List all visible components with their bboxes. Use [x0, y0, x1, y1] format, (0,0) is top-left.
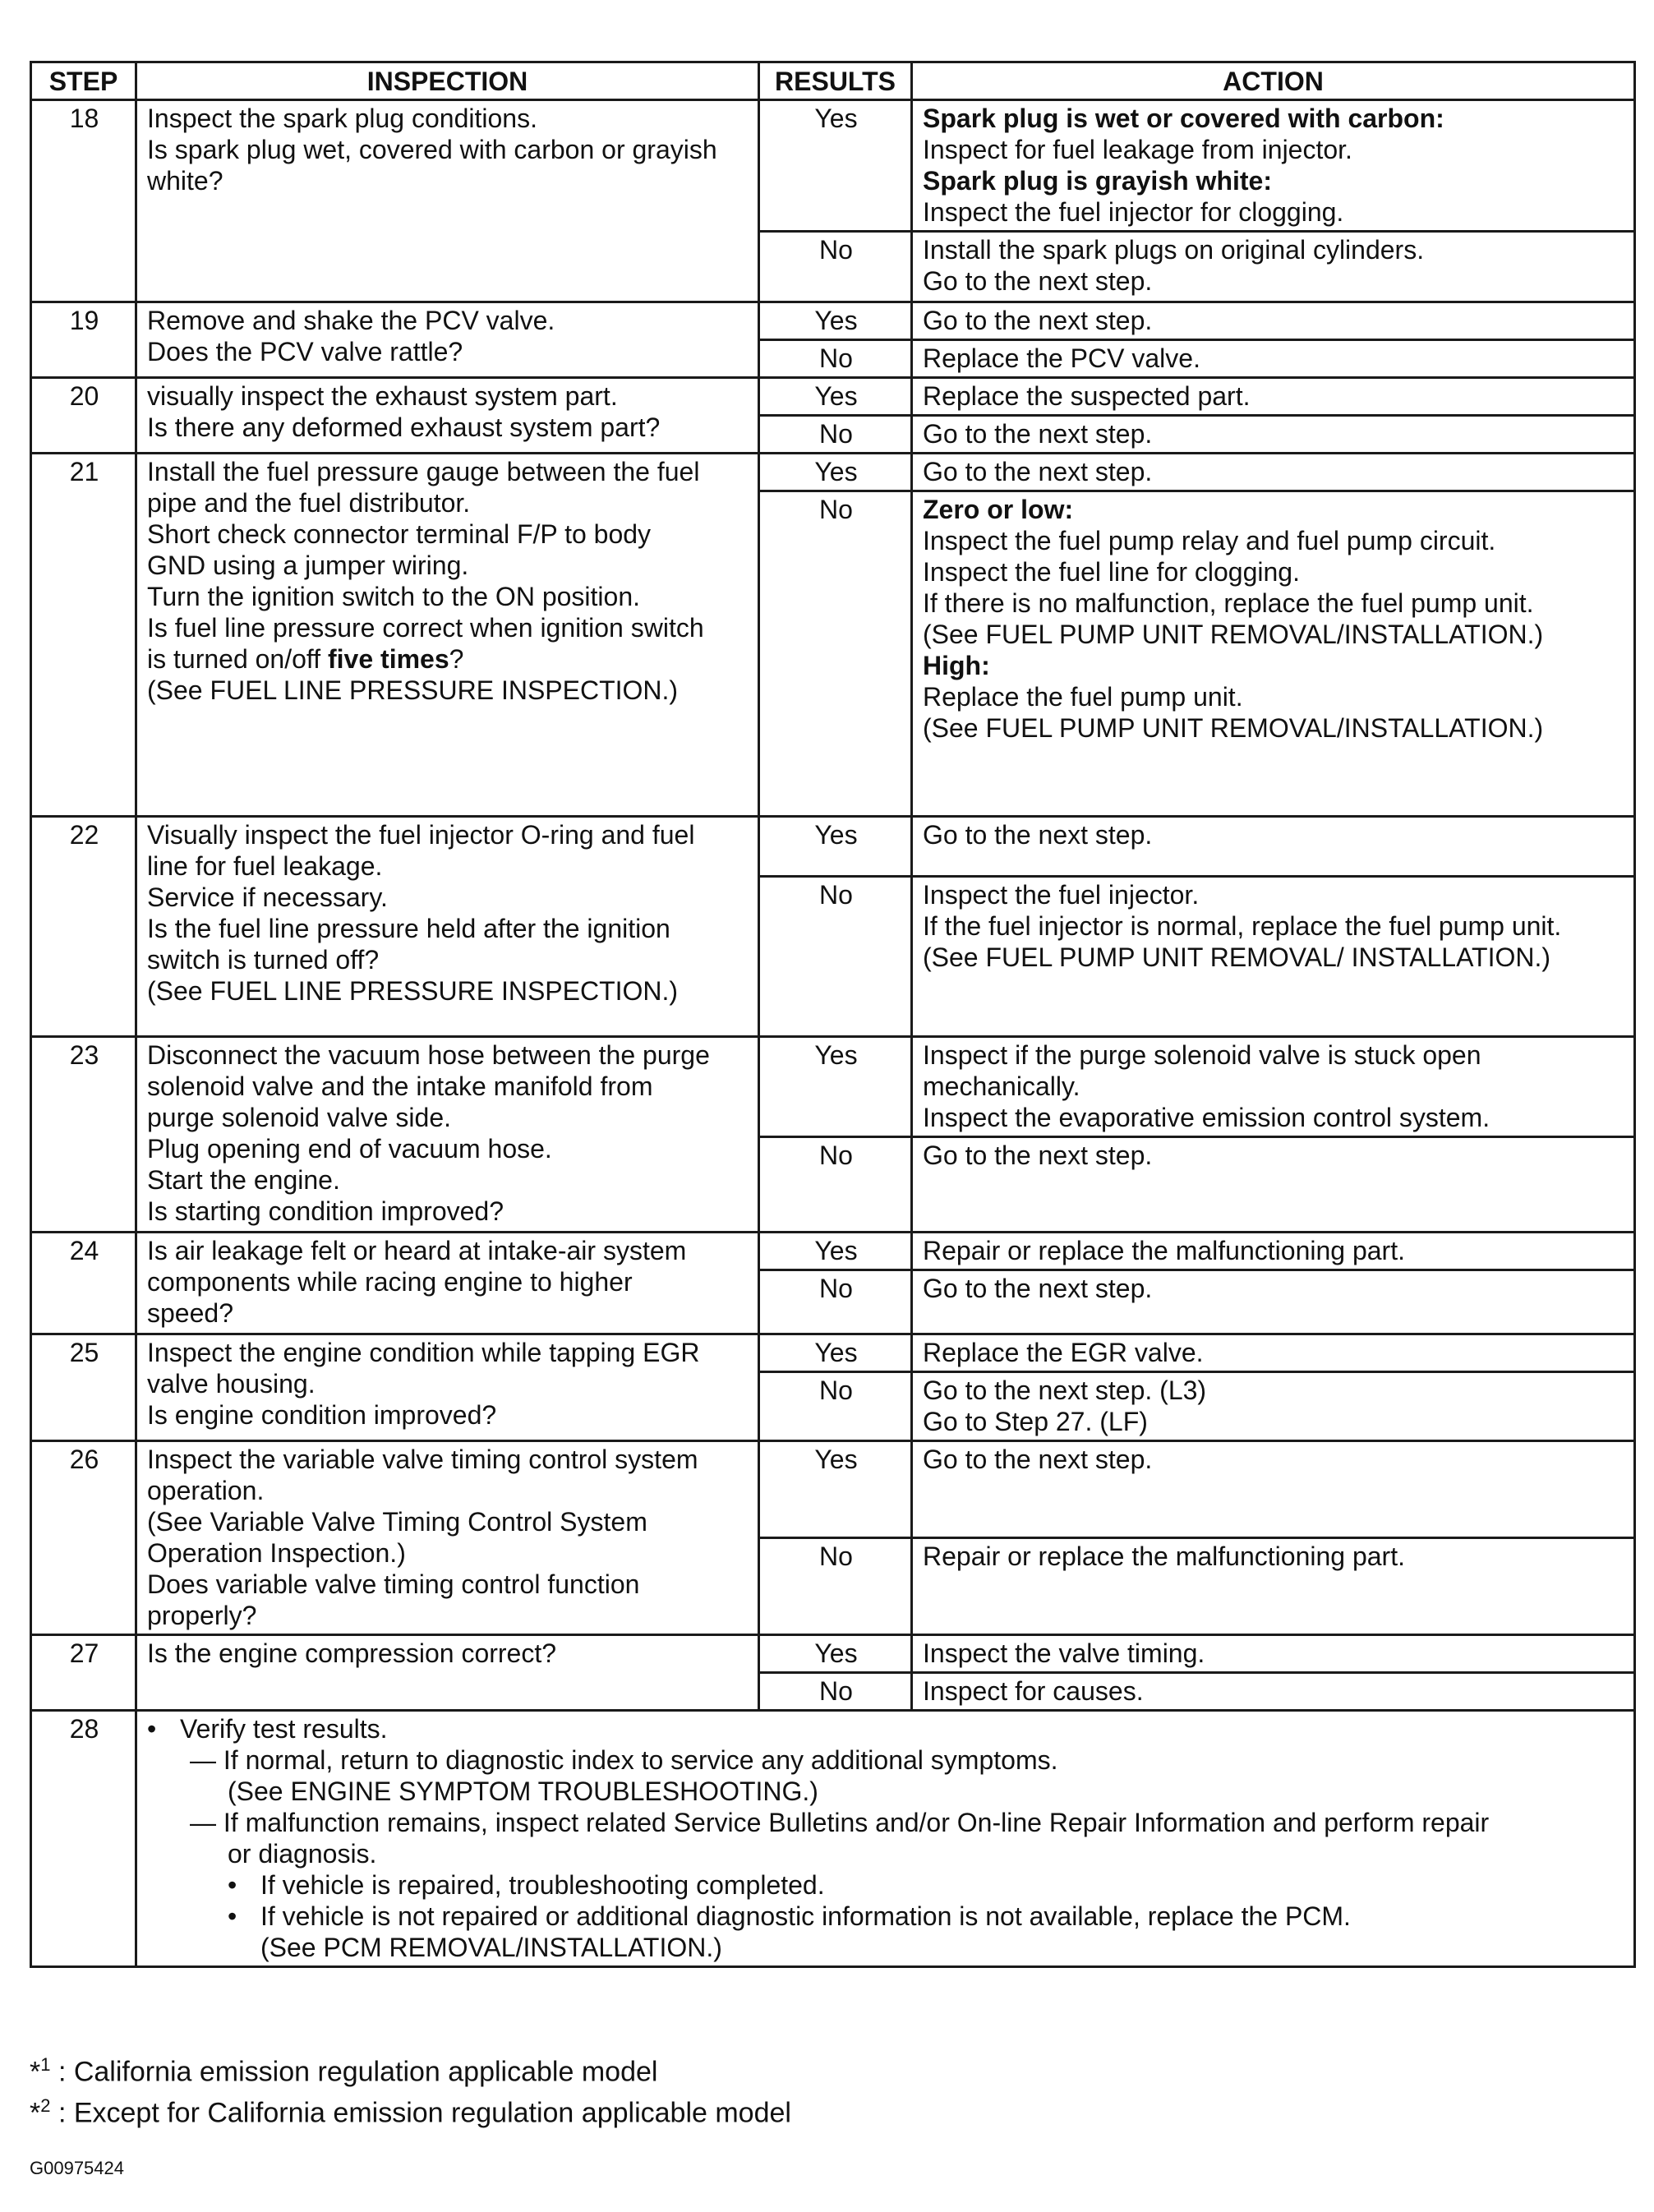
header-action: ACTION: [912, 62, 1635, 100]
step-number: 22: [31, 817, 136, 1037]
condition-heading: High:: [923, 651, 990, 680]
table-row: [31, 1037, 1635, 1137]
result-yes: Yes: [759, 817, 912, 877]
step-number: 23: [31, 1037, 136, 1233]
result-no: No: [759, 1270, 912, 1334]
step-number: 26: [31, 1441, 136, 1635]
action-text: Go to the next step. (L3): [923, 1376, 1207, 1405]
inspection-text-part: is turned on/off: [147, 644, 328, 674]
bullet-item: [147, 1713, 1625, 1744]
result-no: No: [759, 340, 912, 378]
action-cell: [912, 877, 1635, 1037]
result-no: No: [759, 1673, 912, 1711]
inspection-reference: (See FUEL LINE PRESSURE INSPECTION.): [147, 675, 679, 705]
table-row: [31, 1711, 1635, 1967]
bullet-dot-icon: •: [228, 1870, 237, 1900]
inspection-text: Disconnect the vacuum hose between the purge: [147, 1040, 710, 1070]
sub-bullet-item: [147, 1869, 1625, 1901]
result-yes: Yes: [759, 1233, 912, 1270]
table-row: [31, 378, 1635, 416]
inspection-text: solenoid valve and the intake manifold from: [147, 1071, 653, 1101]
inspection-text: pipe and the fuel distributor.: [147, 488, 471, 518]
action-text: Inspect for causes.: [912, 1673, 1635, 1711]
action-cell: [912, 232, 1635, 302]
result-no: No: [759, 416, 912, 454]
inspection-text: speed?: [147, 1298, 233, 1328]
action-text: Inspect the fuel pump relay and fuel pump circuit.: [923, 526, 1496, 555]
result-yes: Yes: [759, 1334, 912, 1372]
result-yes: Yes: [759, 1037, 912, 1137]
inspection-cell: [136, 378, 759, 454]
inspection-text: properly?: [147, 1601, 257, 1630]
action-text: Inspect the fuel injector.: [923, 880, 1200, 910]
action-text: (See FUEL PUMP UNIT REMOVAL/INSTALLATION.): [923, 713, 1544, 743]
table-row: [31, 454, 1635, 491]
action-cell: [912, 1037, 1635, 1137]
dash-item: — If malfunction remains, inspect related Service Bulletins and/or On-line Repair Information and perform repair: [190, 1808, 1490, 1837]
inspection-text: Inspect the engine condition while tapping EGR: [147, 1338, 700, 1367]
action-text: Go to Step 27. (LF): [923, 1407, 1148, 1436]
step-number: 19: [31, 302, 136, 378]
table-row: [31, 100, 1635, 232]
result-yes: Yes: [759, 302, 912, 340]
bullet-text: Verify test results.: [180, 1714, 388, 1744]
inspection-text: [147, 643, 749, 675]
inspection-text: Does the PCV valve rattle?: [147, 337, 463, 366]
step-number: 28: [31, 1711, 136, 1967]
footnote-text: : Except for California emission regulation applicable model: [58, 2097, 791, 2129]
step-number: 24: [31, 1233, 136, 1334]
action-text: Go to the next step.: [912, 817, 1635, 877]
inspection-text: Turn the ignition switch to the ON position.: [147, 582, 640, 611]
reference-text: (See PCM REMOVAL/INSTALLATION.): [260, 1933, 722, 1962]
result-no: No: [759, 877, 912, 1037]
action-text: (See FUEL PUMP UNIT REMOVAL/INSTALLATION.): [923, 620, 1544, 649]
inspection-text: Start the engine.: [147, 1165, 340, 1195]
result-no: No: [759, 1137, 912, 1233]
inspection-cell: [136, 1441, 759, 1635]
action-text: Inspect the fuel injector for clogging.: [923, 197, 1344, 227]
action-text: (See FUEL PUMP UNIT REMOVAL/ INSTALLATION.): [923, 942, 1551, 973]
sub-bullet-text: If vehicle is repaired, troubleshooting completed.: [260, 1870, 825, 1900]
action-text: Replace the fuel pump unit.: [923, 682, 1243, 712]
inspection-text: Short check connector terminal F/P to body: [147, 519, 652, 549]
inspection-text: Inspect the spark plug conditions.: [147, 104, 537, 133]
footnote-mark: *: [30, 2056, 41, 2088]
result-yes: Yes: [759, 454, 912, 491]
result-no: No: [759, 1372, 912, 1441]
step-number: 27: [31, 1635, 136, 1711]
inspection-text-part: ?: [449, 644, 464, 674]
inspection-text: Is the fuel line pressure held after the ignition: [147, 914, 670, 943]
footnote: [30, 2048, 791, 2089]
action-text: Inspect if the purge solenoid valve is stuck open: [923, 1040, 1481, 1070]
condition-heading: Spark plug is wet or covered with carbon:: [923, 104, 1444, 133]
action-text: Repair or replace the malfunctioning part.: [912, 1538, 1635, 1635]
inspection-text: operation.: [147, 1476, 265, 1505]
table-row: [31, 817, 1635, 877]
condition-heading: Spark plug is grayish white:: [923, 166, 1272, 196]
action-text: Install the spark plugs on original cylinders.: [923, 235, 1425, 265]
inspection-text: Is there any deformed exhaust system part?: [147, 412, 661, 442]
bullet-dot-icon: •: [147, 1714, 157, 1744]
action-text: Go to the next step.: [912, 1441, 1635, 1538]
inspection-text: purge solenoid valve side.: [147, 1103, 452, 1132]
inspection-cell: [136, 817, 759, 1037]
step-number: 18: [31, 100, 136, 302]
result-yes: Yes: [759, 1635, 912, 1673]
inspection-text: GND using a jumper wiring.: [147, 551, 469, 580]
sub-bullet-text: If vehicle is not repaired or additional diagnostic information is not available, replace the PCM.: [260, 1901, 1351, 1931]
action-text: Go to the next step.: [912, 416, 1635, 454]
inspection-text: Visually inspect the fuel injector O-ring and fuel: [147, 820, 695, 850]
inspection-cell: [136, 302, 759, 378]
action-text: Inspect the evaporative emission control system.: [923, 1103, 1490, 1132]
step-number: 21: [31, 454, 136, 817]
footnote-text: : California emission regulation applicable model: [58, 2056, 658, 2088]
action-text: Go to the next step.: [912, 302, 1635, 340]
result-yes: Yes: [759, 100, 912, 232]
action-cell: [912, 491, 1635, 817]
result-yes: Yes: [759, 378, 912, 416]
action-text: Go to the next step.: [912, 454, 1635, 491]
table-row: [31, 1334, 1635, 1372]
inspection-reference: Operation Inspection.): [147, 1538, 406, 1568]
table-row: [31, 1233, 1635, 1270]
action-text: Replace the suspected part.: [912, 378, 1635, 416]
bullet-dot-icon: •: [228, 1901, 237, 1931]
footnote-mark: *: [30, 2097, 41, 2129]
inspection-text: Is starting condition improved?: [147, 1196, 504, 1226]
action-text: Go to the next step.: [923, 266, 1153, 296]
emphasis-text: five times: [328, 644, 449, 674]
result-no: No: [759, 491, 912, 817]
action-cell: [912, 1372, 1635, 1441]
header-results: RESULTS: [759, 62, 912, 100]
inspection-text: Does variable valve timing control function: [147, 1569, 640, 1599]
action-text: Go to the next step.: [912, 1137, 1635, 1233]
inspection-text: Is spark plug wet, covered with carbon or grayish: [147, 135, 717, 164]
action-text: Inspect for fuel leakage from injector.: [923, 135, 1352, 164]
inspection-text: Inspect the variable valve timing control system: [147, 1445, 698, 1474]
action-text: Replace the EGR valve.: [912, 1334, 1635, 1372]
sub-bullet-item: [147, 1901, 1625, 1932]
diagnostic-procedure-table: [30, 61, 1636, 1968]
inspection-text: valve housing.: [147, 1369, 316, 1399]
action-text: Inspect the fuel line for clogging.: [923, 557, 1300, 587]
inspection-text: line for fuel leakage.: [147, 851, 383, 881]
inspection-reference: (See Variable Valve Timing Control System: [147, 1507, 647, 1537]
action-text: mechanically.: [923, 1071, 1080, 1101]
action-text: Inspect the valve timing.: [912, 1635, 1635, 1673]
inspection-text: Install the fuel pressure gauge between the fuel: [147, 457, 700, 486]
action-text: Go to the next step.: [912, 1270, 1635, 1334]
action-cell: [912, 100, 1635, 232]
inspection-cell: [136, 1233, 759, 1334]
inspection-cell: [136, 1037, 759, 1233]
final-step-cell: [136, 1711, 1635, 1967]
inspection-text: Is fuel line pressure correct when ignition switch: [147, 613, 704, 643]
diagnostic-procedure-table-container: [30, 61, 1633, 1968]
header-inspection: INSPECTION: [136, 62, 759, 100]
inspection-reference: (See FUEL LINE PRESSURE INSPECTION.): [147, 976, 679, 1006]
action-text: Repair or replace the malfunctioning part.: [912, 1233, 1635, 1270]
inspection-text: components while racing engine to higher: [147, 1267, 633, 1297]
table-row: [31, 1635, 1635, 1673]
inspection-text: visually inspect the exhaust system part.: [147, 381, 618, 411]
dash-item: — If normal, return to diagnostic index to service any additional symptoms.: [190, 1745, 1058, 1775]
inspection-text: Service if necessary.: [147, 882, 388, 912]
footnote-number: 2: [40, 2095, 51, 2117]
figure-id: G00975424: [30, 2158, 124, 2178]
header-step: STEP: [31, 62, 136, 100]
inspection-text: Is the engine compression correct?: [136, 1635, 759, 1711]
action-text: Replace the PCV valve.: [912, 340, 1635, 378]
reference-text: (See ENGINE SYMPTOM TROUBLESHOOTING.): [228, 1777, 818, 1806]
footnote: [30, 2089, 791, 2130]
table-row: [31, 1441, 1635, 1538]
inspection-cell: [136, 454, 759, 817]
inspection-text: Plug opening end of vacuum hose.: [147, 1134, 552, 1164]
result-no: No: [759, 232, 912, 302]
action-text: If the fuel injector is normal, replace the fuel pump unit.: [923, 911, 1562, 942]
footnotes: [30, 2048, 791, 2131]
inspection-text: Remove and shake the PCV valve.: [147, 306, 555, 335]
inspection-cell: [136, 100, 759, 302]
inspection-text: Is air leakage felt or heard at intake-air system: [147, 1236, 687, 1265]
inspection-text: Is engine condition improved?: [147, 1400, 497, 1430]
footnote-number: 1: [40, 2054, 51, 2075]
result-no: No: [759, 1538, 912, 1635]
step-number: 25: [31, 1334, 136, 1441]
table-row: [31, 302, 1635, 340]
table-header-row: [31, 62, 1635, 100]
dash-item-continued: or diagnosis.: [228, 1839, 377, 1869]
step-number: 20: [31, 378, 136, 454]
condition-heading: Zero or low:: [923, 495, 1074, 524]
inspection-cell: [136, 1334, 759, 1441]
result-yes: Yes: [759, 1441, 912, 1538]
action-text: If there is no malfunction, replace the fuel pump unit.: [923, 588, 1534, 618]
inspection-text: white?: [147, 166, 223, 196]
inspection-text: switch is turned off?: [147, 945, 380, 975]
